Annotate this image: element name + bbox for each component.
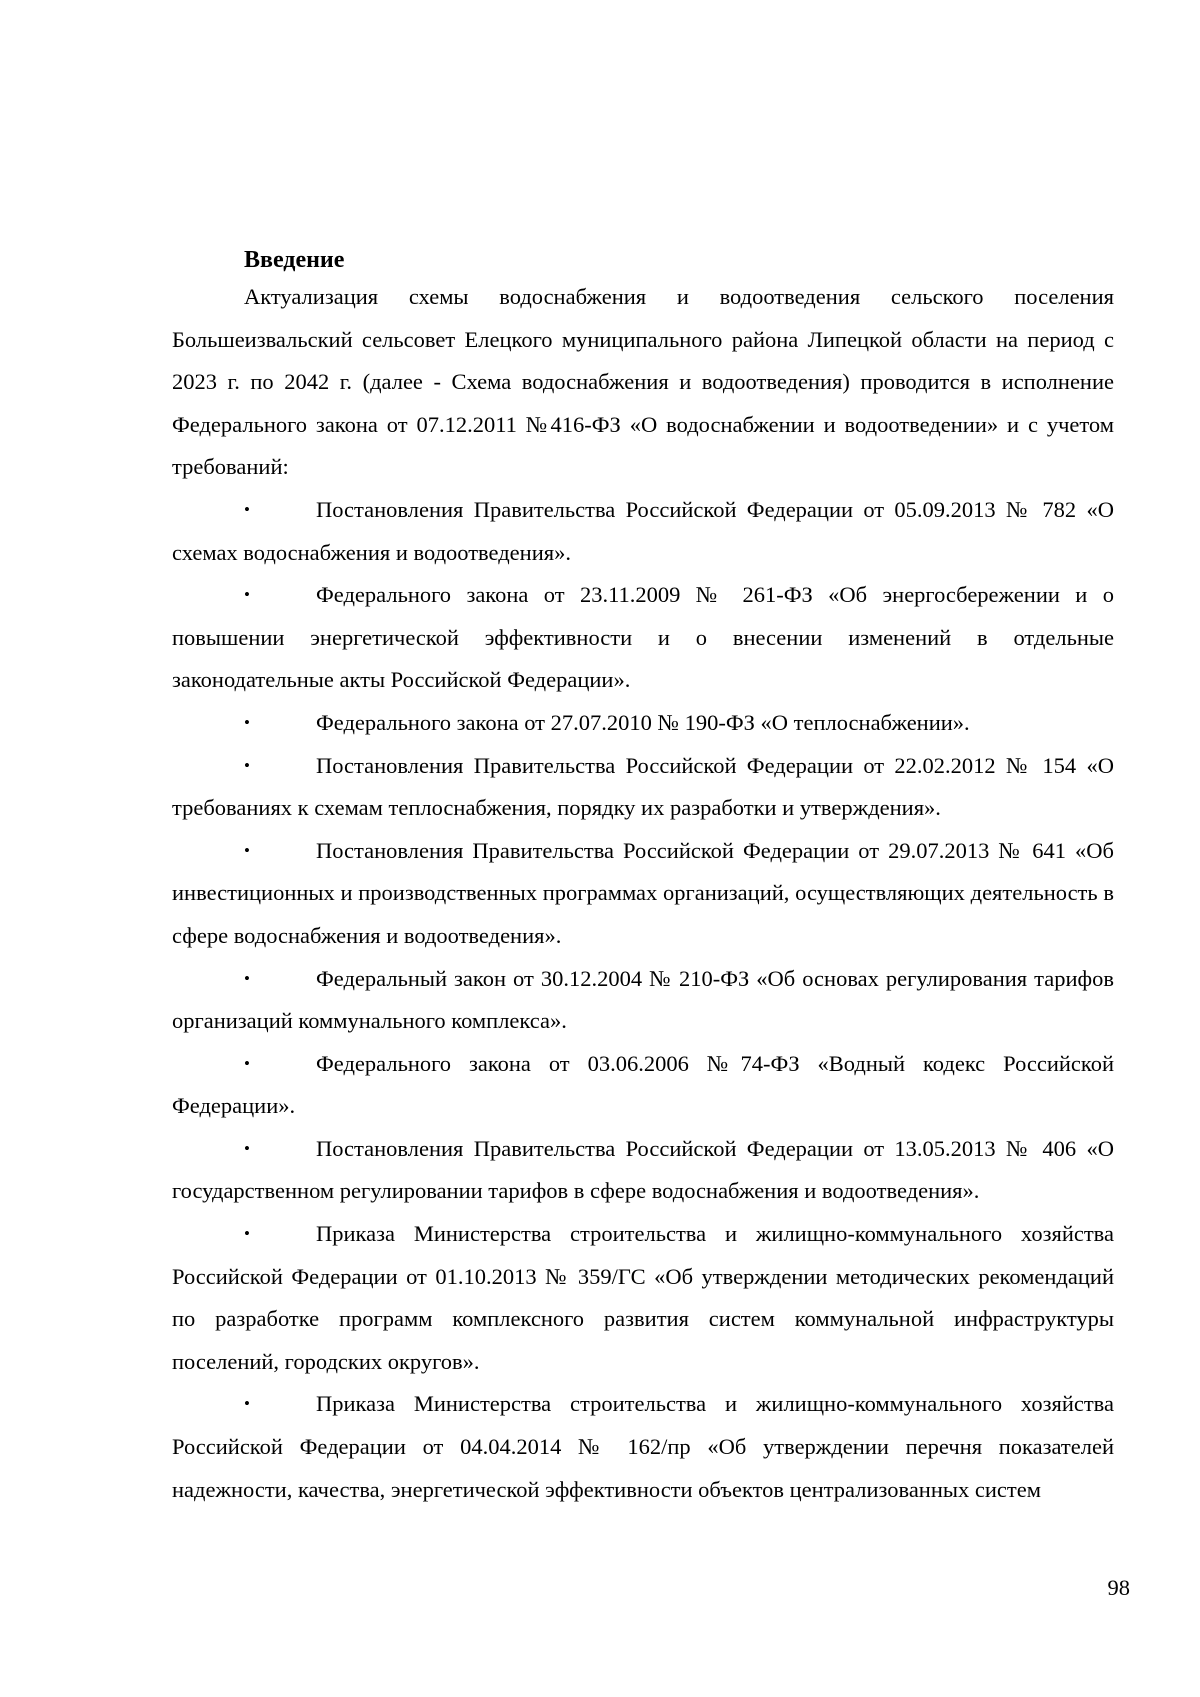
list-item xyxy=(172,1128,1114,1213)
list-item xyxy=(172,702,1114,745)
bullet-icon: • xyxy=(244,968,250,988)
list-item-text: Федерального закона от 03.06.2006 №74-ФЗ «Водный кодекс Российской Федерации». xyxy=(172,1050,1114,1119)
list-item xyxy=(172,830,1114,958)
bullet-icon: • xyxy=(244,1394,250,1414)
list-item-text: Федерального закона от 23.11.2009 № 261-ФЗ «Об энергосбережении и о повышении энергетической эффективности и о внесении изменений в отдельные законодательные акты Российской Федерации». xyxy=(172,582,1114,693)
bullet-icon: • xyxy=(244,712,250,732)
bullet-icon: • xyxy=(244,840,250,860)
list-item xyxy=(172,574,1114,702)
bullet-icon: • xyxy=(244,1138,250,1158)
list-item-text: Постановления Правительства Российской Федерации от 13.05.2013 № 406 «О государственном регулировании тарифов в сфере водоснабжения и водоотведения». xyxy=(172,1135,1114,1204)
list-item xyxy=(172,1213,1114,1383)
list-item-text: Постановления Правительства Российской Федерации от 05.09.2013 № 782 «О схемах водоснабжения и водоотведения». xyxy=(172,496,1114,565)
bullet-icon: • xyxy=(244,755,250,775)
list-item-text: Постановления Правительства Российской Федерации от 29.07.2013 № 641 «Об инвестиционных и производственных программах организаций, осуществляющих деятельность в сфере водоснабжения и водоотведения». xyxy=(172,837,1114,948)
list-item-text: Приказа Министерства строительства и жилищно-коммунального хозяйства Российской Федерации от 04.04.2014 № 162/пр «Об утверждении перечня показателей надежности, качества, энергетической эффективности объектов централизованных систем xyxy=(172,1391,1114,1502)
list-item-text: Приказа Министерства строительства и жилищно-коммунального хозяйства Российской Федерации от 01.10.2013 № 359/ГС «Об утверждении методических рекомендаций по разработке программ комплексного развития систем коммунальной инфраструктуры поселений, городских округов». xyxy=(172,1221,1114,1374)
list-item xyxy=(172,489,1114,574)
page-number: 98 xyxy=(1107,1575,1130,1600)
list-item xyxy=(172,745,1114,830)
page-content xyxy=(172,244,1114,1511)
section-title: Введение xyxy=(244,247,345,273)
list-item xyxy=(172,1383,1114,1511)
bullet-icon: • xyxy=(244,1224,250,1244)
list-item xyxy=(172,958,1114,1043)
intro-paragraph: Актуализация схемы водоснабжения и водоотведения сельского поселения Большеизвальский сельсовет Елецкого муниципального района Липецкой области на период с 2023 г. по 2042 г. (далее - Схема водоснабжения и водоотведения) проводится в исполнение Федерального закона от 07.12.2011 №416-ФЗ «О водоснабжении и водоотведении» и с учетом требований: xyxy=(172,284,1114,480)
bullet-icon: • xyxy=(244,1053,250,1073)
list-item-text: Постановления Правительства Российской Федерации от 22.02.2012 № 154 «О требованиях к схемам теплоснабжения, порядку их разработки и утверждения». xyxy=(172,752,1114,821)
list-item-text: Федерального закона от 27.07.2010 № 190-ФЗ «О теплоснабжении». xyxy=(316,709,970,735)
bullet-icon: • xyxy=(244,499,250,519)
list-item-text: Федеральный закон от 30.12.2004 № 210-ФЗ «Об основах регулирования тарифов организаций коммунального комплекса». xyxy=(172,965,1114,1034)
bullet-icon: • xyxy=(244,585,250,605)
list-item xyxy=(172,1043,1114,1128)
